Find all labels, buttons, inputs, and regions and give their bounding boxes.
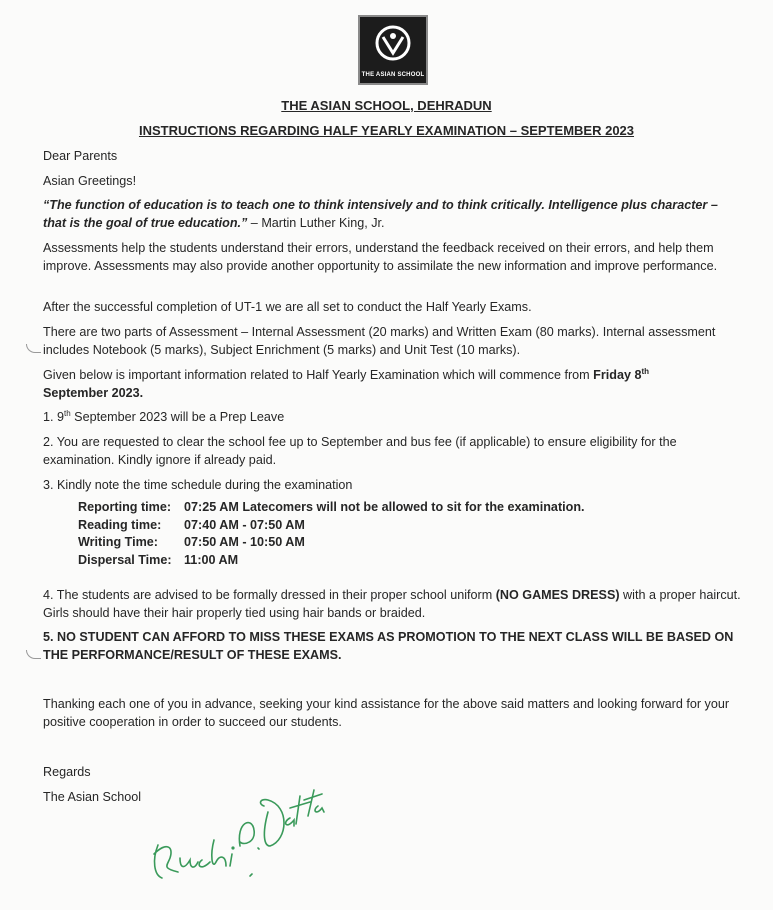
schedule-row [78, 552, 585, 570]
paragraph-commence [43, 366, 743, 402]
school-heading: THE ASIAN SCHOOL, DEHRADUN [281, 98, 492, 113]
school-emblem-icon [373, 23, 413, 63]
quote-text: “The function of education is to teach one to think intensively and to think critically. Intelligence plus character – that is the goal of true education.” [43, 198, 718, 230]
schedule-value: 07:25 AM Latecomers will not be allowed to sit for the examination. [184, 500, 585, 514]
item-4-bold: (NO GAMES DRESS) [495, 588, 620, 602]
item-1-text: September 2023 will be a Prep Leave [70, 410, 285, 424]
schedule-row [78, 499, 585, 517]
salutation: Dear Parents [43, 149, 118, 163]
item-4 [43, 586, 743, 622]
schedule-value: 11:00 AM [184, 552, 239, 567]
quote-author: – Martin Luther King, Jr. [247, 216, 385, 230]
item-1 [43, 408, 284, 426]
item-4-text: 4. The students are advised to be formally dressed in their proper school uniform [43, 588, 496, 602]
closing-paragraph: Thanking each one of you in advance, seeking your kind assistance for the above said matters and looking forward for your positive cooperation in order to succeed our students. [43, 697, 730, 729]
paragraph-assessment-parts: There are two parts of Assessment – Internal Assessment (20 marks) and Written Exam (80 marks). Internal assessment includes Notebook (5 marks), Subject Enrichment (5 marks) and Unit Test (10 marks). [43, 325, 716, 357]
schedule-value: 07:50 AM - 10:50 AM [184, 535, 305, 549]
commence-date-2: September 2023. [43, 386, 144, 400]
schedule-row [78, 534, 585, 552]
schedule-label: Reporting time: [78, 500, 172, 514]
commence-text: Given below is important information related to Half Yearly Examination which will commence from [43, 368, 594, 382]
paragraph-assessments: Assessments help the students understand their errors, understand the feedback received on their errors, and help them improve. Assessments may also provide another opportunity to assimilate the new information and improve performance. [43, 241, 718, 273]
exam-schedule [78, 499, 585, 569]
regards: Regards [43, 765, 91, 779]
item-3: 3. Kindly note the time schedule during the examination [43, 478, 353, 492]
schedule-row [78, 517, 585, 535]
item-1-num: 1. 9 [43, 410, 65, 424]
schedule-label: Writing Time: [78, 535, 158, 549]
item-1-sup: th [64, 408, 71, 418]
quote-paragraph [43, 196, 743, 232]
schedule-label: Reading time: [78, 517, 162, 532]
commence-date: Friday 8 [593, 368, 642, 382]
punch-hole-mark [26, 344, 41, 353]
schedule-value: 07:40 AM - 07:50 AM [184, 517, 305, 532]
item-5: 5. NO STUDENT CAN AFFORD TO MISS THESE EXAMS AS PROMOTION TO THE NEXT CLASS WILL BE BASED ON THE PERFORMANCE/RESULT OF THESE EXAMS. [43, 630, 734, 662]
commence-date-sup: th [641, 366, 650, 376]
logo-text: THE ASIAN SCHOOL [361, 72, 425, 78]
signoff: The Asian School [43, 790, 142, 804]
school-logo [358, 15, 428, 85]
paragraph-ut1: After the successful completion of UT-1 we are all set to conduct the Half Yearly Exams. [43, 300, 532, 314]
schedule-label: Dispersal Time: [78, 552, 172, 567]
subject-heading: INSTRUCTIONS REGARDING HALF YEARLY EXAMINATION – SEPTEMBER 2023 [138, 123, 635, 138]
punch-hole-mark [26, 650, 41, 659]
item-2: 2. You are requested to clear the school fee up to September and bus fee (if applicable) to ensure eligibility for the examination. Kindly ignore if already paid. [43, 435, 677, 467]
signature [140, 750, 330, 890]
greeting: Asian Greetings! [43, 174, 137, 188]
item-4-text-2: with a proper haircut. Girls should have their hair properly tied using hair bands or braided. [43, 588, 741, 620]
